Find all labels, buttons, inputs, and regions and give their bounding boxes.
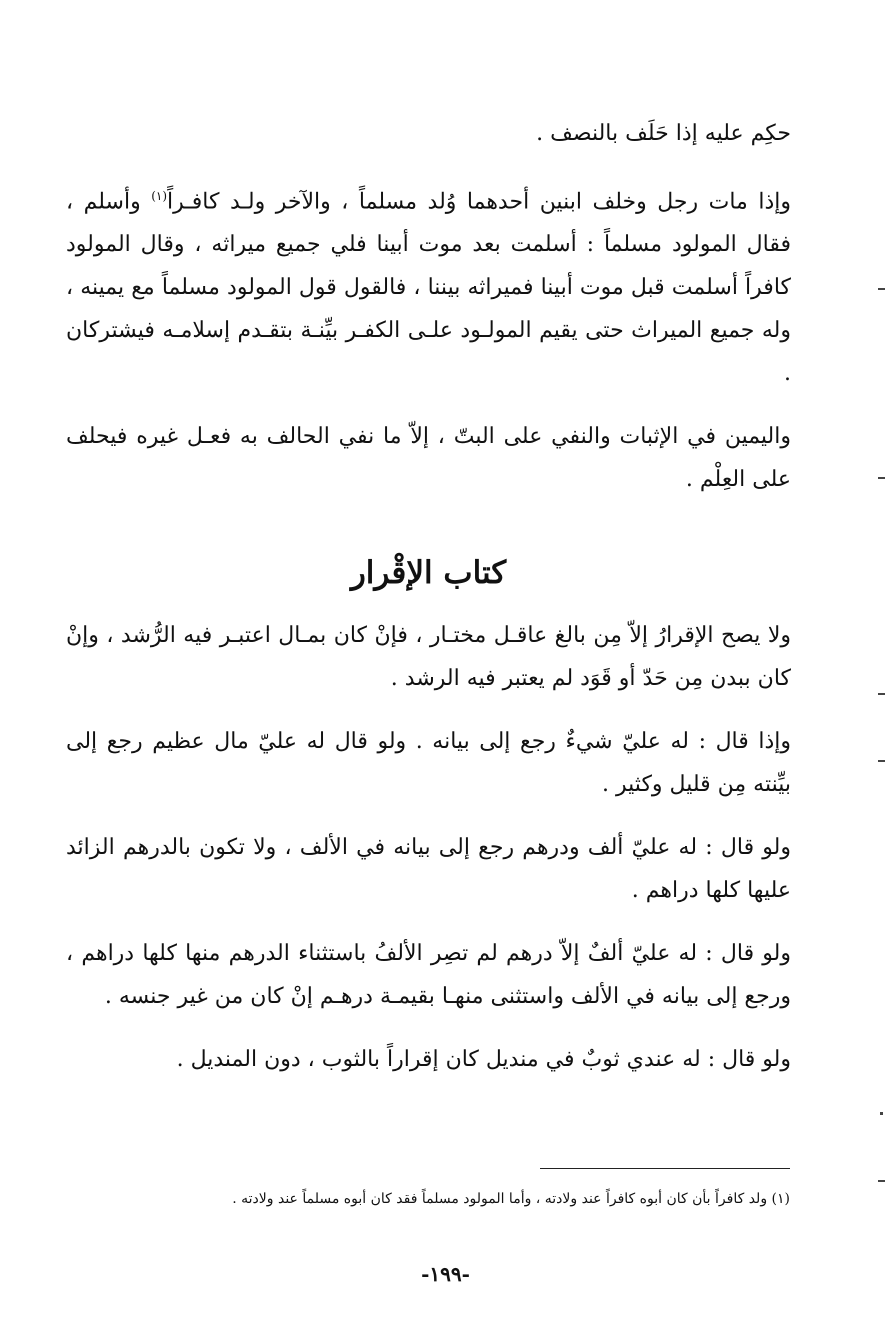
footnote-marker: (١): [151, 189, 168, 203]
scan-edge-mark: [880, 1112, 883, 1115]
section-heading: كتاب الإقْرار: [350, 555, 507, 591]
paragraph-2: [66, 175, 791, 395]
scan-edge-mark: [878, 760, 885, 762]
paragraph-2-text: وإذا مات رجل وخلف ابنين أحدهما وُلد مسلماً ، والآخر ولـد كافـراً: [167, 189, 791, 215]
paragraph-3: واليمين في الإثبات والنفي على البتّ ، إلاّ ما نفي الحالف به فعـل غيره فيحلف على العِلْم .: [66, 424, 791, 493]
footnote-divider: [540, 1168, 790, 1169]
scan-edge-mark: [878, 693, 885, 695]
text-block-bottom: [66, 614, 791, 1081]
paragraph-6: ولو قال : له عليّ ألف ودرهم رجع إلى بيانه في الألف ، ولا تكون بالدرهم الزائد عليها كلها دراهم .: [66, 835, 791, 903]
paragraph-1: حكِم عليه إذا حَلَف بالنصف .: [536, 121, 791, 146]
scan-edge-mark: [878, 288, 885, 290]
text-block-top: [66, 112, 791, 501]
scan-edge-mark: [878, 1180, 885, 1182]
page-number: -١٩٩-: [421, 1262, 470, 1286]
paragraph-5: وإذا قال : له عليّ شيءٌ رجع إلى بيانه . ولو قال له عليّ مال عظيم رجع إلى بيِّنته مِن قليل وكثير .: [66, 729, 791, 797]
scan-edge-mark: [878, 477, 885, 479]
paragraph-4: ولا يصح الإقرارُ إلاّ مِن بالغ عاقـل مختـار ، فإنْ كان بمـال اعتبـر فيه الرُّشد ، وإنْ كان ببدن مِن حَدّ أو قَوَد لم يعتبر فيه الرشد .: [66, 623, 791, 691]
paragraph-2-continuation: وأسلم ، فقال المولود مسلماً : أسلمت بعد موت أبينا فلي جميع ميراثه ، وقال المولود كافراً أسلمت قبل موت أبينا فميراثه بيننا ، فالقول قول المولود مسلماً مع يمينه ، وله جميع الميراث حتى يقيم المولـود علـى الكفـر بيِّنـة بتقـدم إسلامـه فيشتركان .: [66, 189, 791, 387]
footnote: (١) ولد كافراً بأن كان أبوه كافراً عند ولادته ، وأما المولود مسلماً فقد كان أبوه مسلماً عند ولادته .: [232, 1191, 790, 1207]
paragraph-7: ولو قال : له عليّ ألفٌ إلاّ درهم لم تصِر الألفُ باستثناء الدرهم منها كلها دراهم ، ورجع إلى بيانه في الألف واستثنى منهـا بقيمـة درهـم إنْ كان من غير جنسه .: [66, 941, 791, 1009]
paragraph-8: ولو قال : له عندي ثوبٌ في منديل كان إقراراً بالثوب ، دون المنديل .: [176, 1047, 791, 1072]
